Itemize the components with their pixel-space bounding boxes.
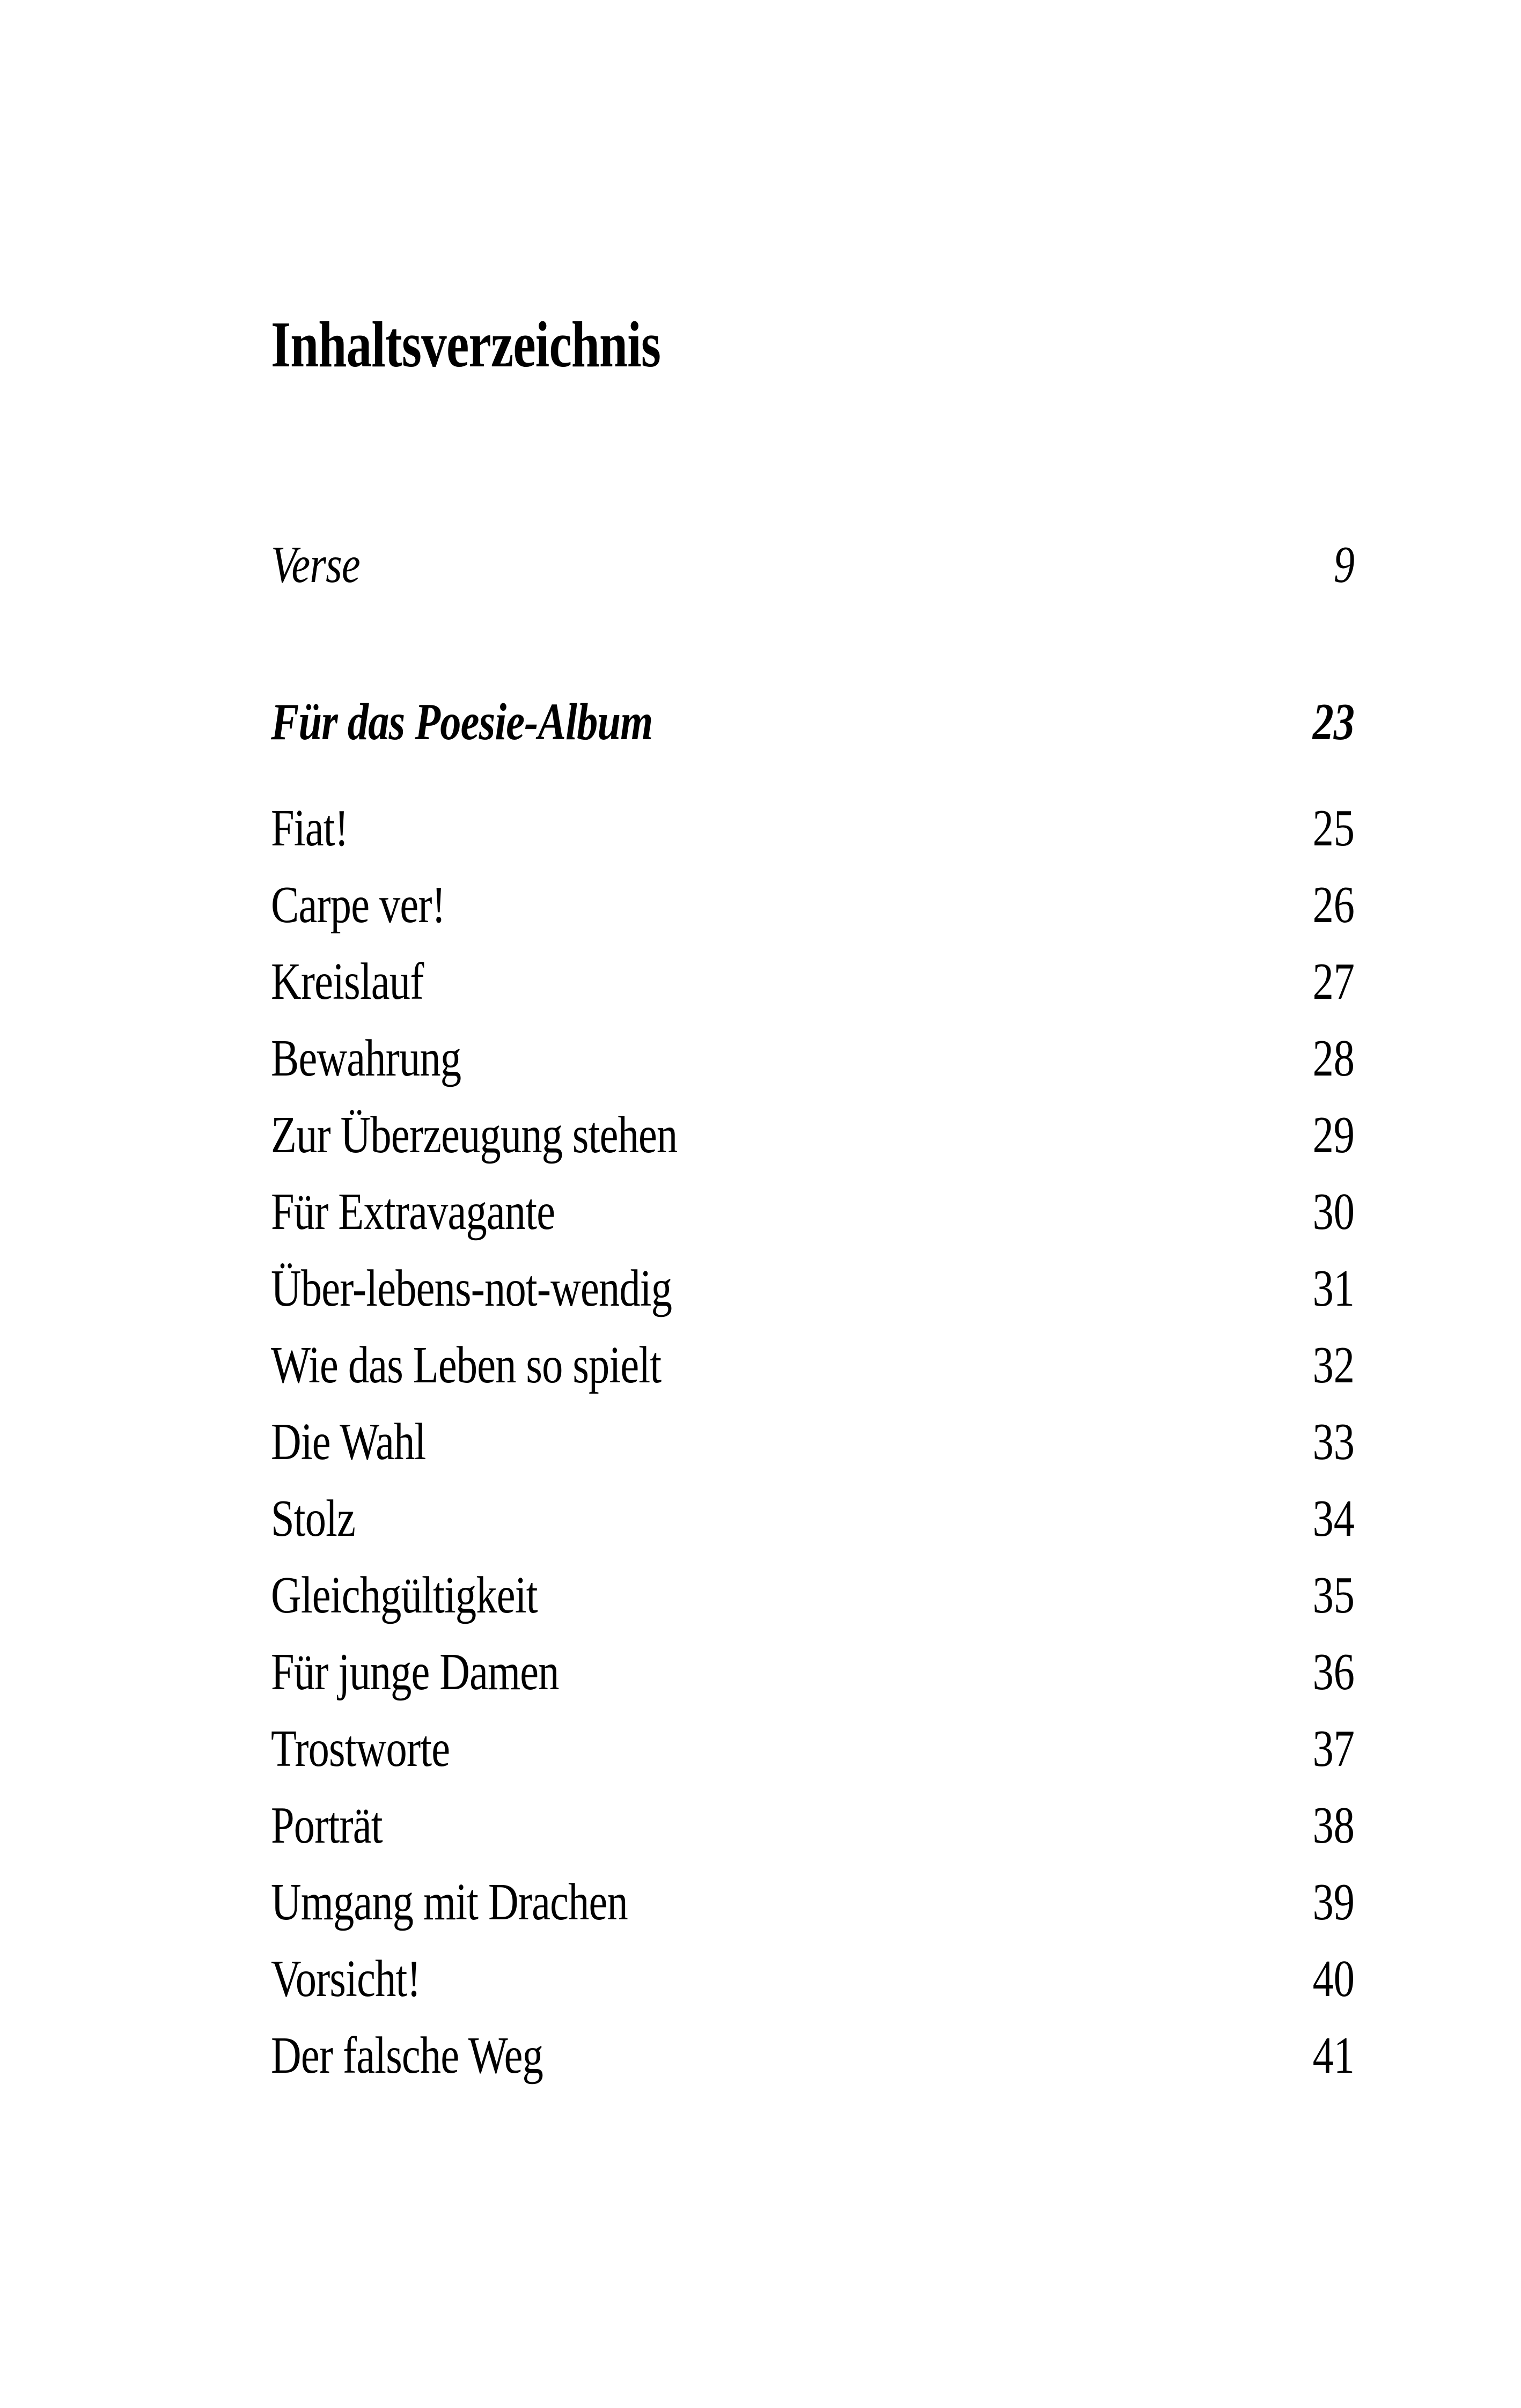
toc-entry-label: Stolz [271,1490,356,1548]
toc-row [271,1262,1355,1315]
toc-entry-label: Umgang mit Drachen [271,1873,628,1931]
toc-entry-page-number: 30 [1312,1183,1355,1241]
toc-entry-label: Für junge Damen [271,1643,559,1701]
toc-entry-page-number: 36 [1312,1643,1355,1701]
toc-entry-label: Porträt [271,1796,383,1854]
toc-row [271,953,1355,1011]
toc-row [271,1720,1355,1778]
toc-entry-page-number: 27 [1312,953,1355,1011]
toc-row [271,2027,1355,2085]
toc-entry-page-number: 32 [1312,1336,1355,1394]
toc-entry-page-number: 29 [1312,1106,1355,1164]
toc-entry-label: Der falsche Weg [271,2027,543,2085]
toc-row [271,1029,1355,1087]
toc-entry-label: Über-lebens-not-wendig [271,1260,672,1317]
toc-entry-page-number: 25 [1312,799,1355,857]
toc-entry-page-number: 40 [1312,1950,1355,2008]
toc-entry-label: Für Extravagante [271,1183,555,1241]
toc-entry-label: Carpe ver! [271,876,446,934]
toc-entry-page-number: 31 [1312,1260,1355,1317]
toc-entry-label: Wie das Leben so spielt [271,1336,662,1394]
toc-entry-label: Kreislauf [271,953,424,1011]
toc-row [271,1336,1355,1394]
page-title-text: Inhaltsverzeichnis [271,308,661,381]
toc-entry-label: Zur Überzeugung stehen [271,1106,678,1164]
toc-entry-label: Bewahrung [271,1029,461,1087]
toc-row [271,799,1355,857]
toc-row [271,876,1355,934]
toc-entry-page-number: 41 [1312,2027,1355,2085]
toc-entry-page-number: 35 [1312,1566,1355,1624]
toc-row [271,1873,1355,1931]
toc-entry-page-number: 37 [1312,1720,1355,1778]
toc-row [271,1643,1355,1701]
toc-entry-page-number: 23 [1312,693,1355,751]
toc-entry-page-number: 33 [1312,1413,1355,1471]
toc-entry-label: Fiat! [271,799,349,857]
toc-row [271,1950,1355,2008]
toc-section-row [271,536,1355,594]
toc-entry-label: Gleichgültigkeit [271,1566,538,1624]
toc-entry-page-number: 38 [1312,1796,1355,1854]
toc-entry-page-number: 9 [1333,536,1355,594]
toc-entry-page-number: 26 [1312,876,1355,934]
toc-entry-page-number: 39 [1312,1873,1355,1931]
toc-row [271,1796,1355,1854]
toc-row [271,1566,1355,1624]
toc-entry-label: Vorsicht! [271,1950,421,2008]
toc-row [271,1413,1355,1471]
toc-entry-page-number: 28 [1312,1029,1355,1087]
page-title [271,308,770,381]
toc-row [271,1106,1355,1164]
toc-entry-label: Für das Poesie-Album [271,693,653,751]
toc-entry-label: Verse [271,536,360,594]
toc-row [271,1183,1355,1241]
toc-entry-label: Die Wahl [271,1413,426,1471]
toc-entry-label: Trostworte [271,1720,450,1778]
toc-section-row [271,693,1355,751]
toc-row [271,1490,1355,1548]
toc-entry-page-number: 34 [1312,1490,1355,1548]
